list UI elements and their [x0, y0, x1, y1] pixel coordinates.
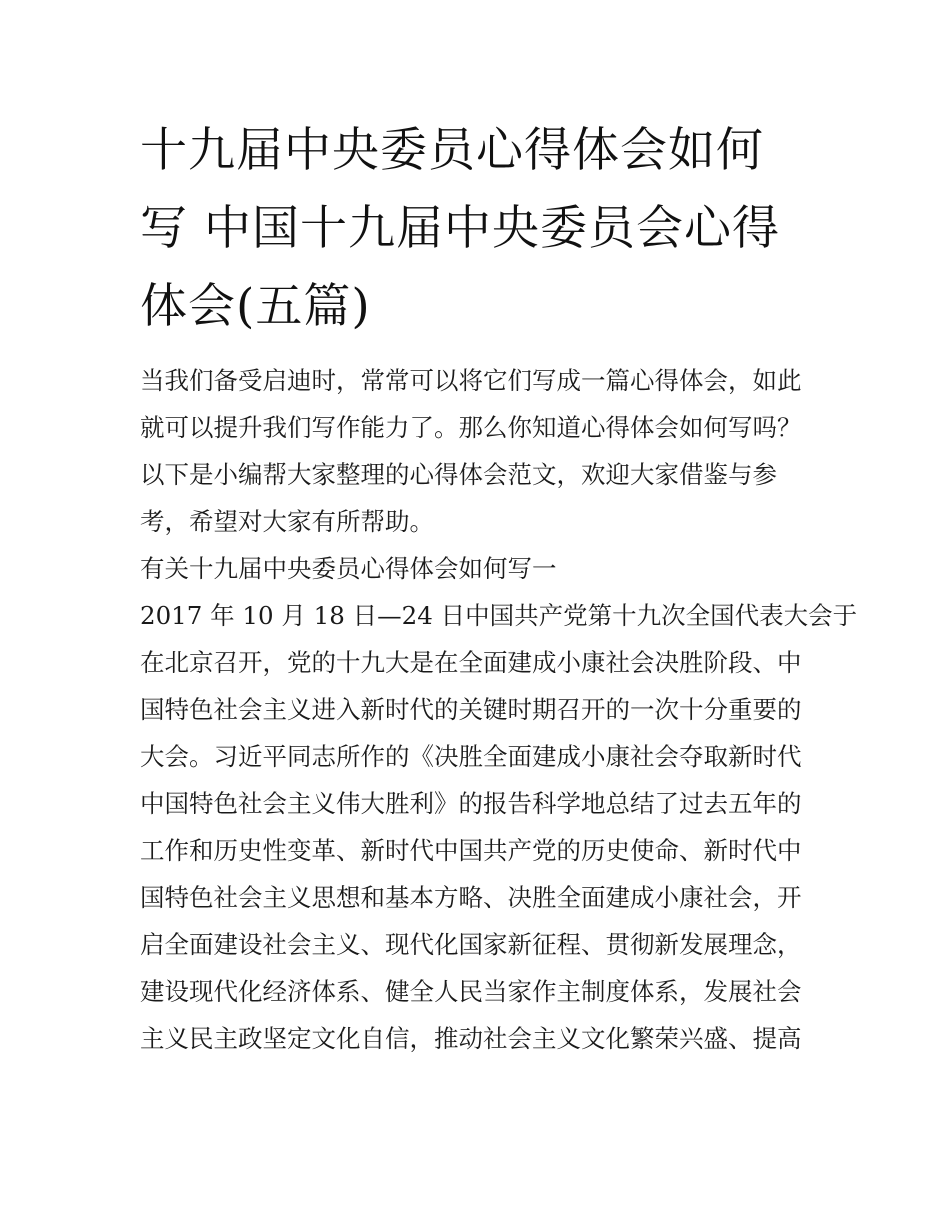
title-line: 写 中国十九届中央委员会心得 [140, 201, 780, 256]
body-line: 建设现代化经济体系、健全人民当家作主制度体系，发展社会 [140, 977, 802, 1006]
title-line: 十九届中央委员心得体会如何 [140, 123, 764, 178]
body-line: 启全面建设社会主义、现代化国家新征程、贯彻新发展理念， [140, 930, 802, 959]
body-line: 工作和历史性变革、新时代中国共产党的历史使命、新时代中 [140, 836, 802, 865]
body-line: 大会。习近平同志所作的《决胜全面建成小康社会夺取新时代 [140, 742, 802, 771]
title-line: 体会(五篇) [140, 279, 371, 334]
document-body [140, 357, 858, 1062]
body-line: 当我们备受启迪时，常常可以将它们写成一篇心得体会，如此 [140, 366, 802, 395]
body-line: 国特色社会主义进入新时代的关键时期召开的一次十分重要的 [140, 695, 802, 724]
body-line: 在北京召开，党的十九大是在全面建成小康社会决胜阶段、中 [140, 648, 802, 677]
section-heading: 有关十九届中央委员心得体会如何写一 [140, 554, 557, 583]
body-line: 中国特色社会主义伟大胜利》的报告科学地总结了过去五年的 [140, 789, 802, 818]
body-line: 国特色社会主义思想和基本方略、决胜全面建成小康社会，开 [140, 883, 802, 912]
body-line: 主义民主政坚定文化自信，推动社会主义文化繁荣兴盛、提高 [140, 1024, 802, 1053]
document-title [140, 112, 830, 346]
body-line: 就可以提升我们写作能力了。那么你知道心得体会如何写吗？ [140, 413, 802, 442]
body-line: 考，希望对大家有所帮助。 [140, 507, 434, 536]
body-line: 以下是小编帮大家整理的心得体会范文，欢迎大家借鉴与参 [140, 460, 777, 489]
body-line: 2017 年 10 月 18 日—24 日中国共产党第十九次全国代表大会于 [140, 601, 858, 630]
